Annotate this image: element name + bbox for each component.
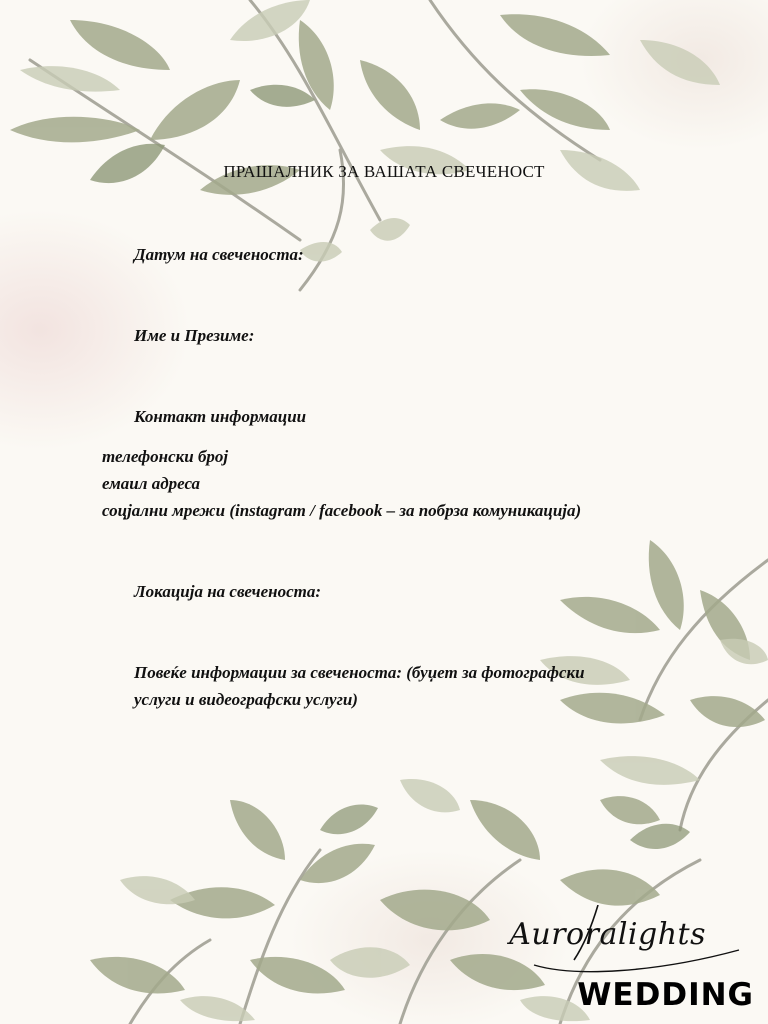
brand-logo <box>509 905 754 1015</box>
logo-wordmark: WEDDING <box>577 977 754 1013</box>
question-contact: Контакт информации <box>134 407 307 426</box>
question-name: Име и Презиме: <box>134 326 255 345</box>
question-location: Локација на свеченоста: <box>134 582 322 601</box>
question-more-info-line2: услуги и видеографски услуги) <box>134 690 358 709</box>
contact-item-social: соцјални мрежи (instagram / facebook – за побрза комуникација) <box>102 501 582 520</box>
question-more-info-line1: Повеќе информации за свеченоста: (буџет за фотографски <box>134 663 585 682</box>
contact-item-email: емаил адреса <box>102 474 201 493</box>
question-date: Датум на свеченоста: <box>134 245 304 264</box>
contact-item-phone: телефонски број <box>102 447 229 466</box>
logo-script-text: Auroralights <box>509 917 706 952</box>
document-title: ПРАШАЛНИК ЗА ВАШАТА СВЕЧЕНОСТ <box>223 162 545 181</box>
